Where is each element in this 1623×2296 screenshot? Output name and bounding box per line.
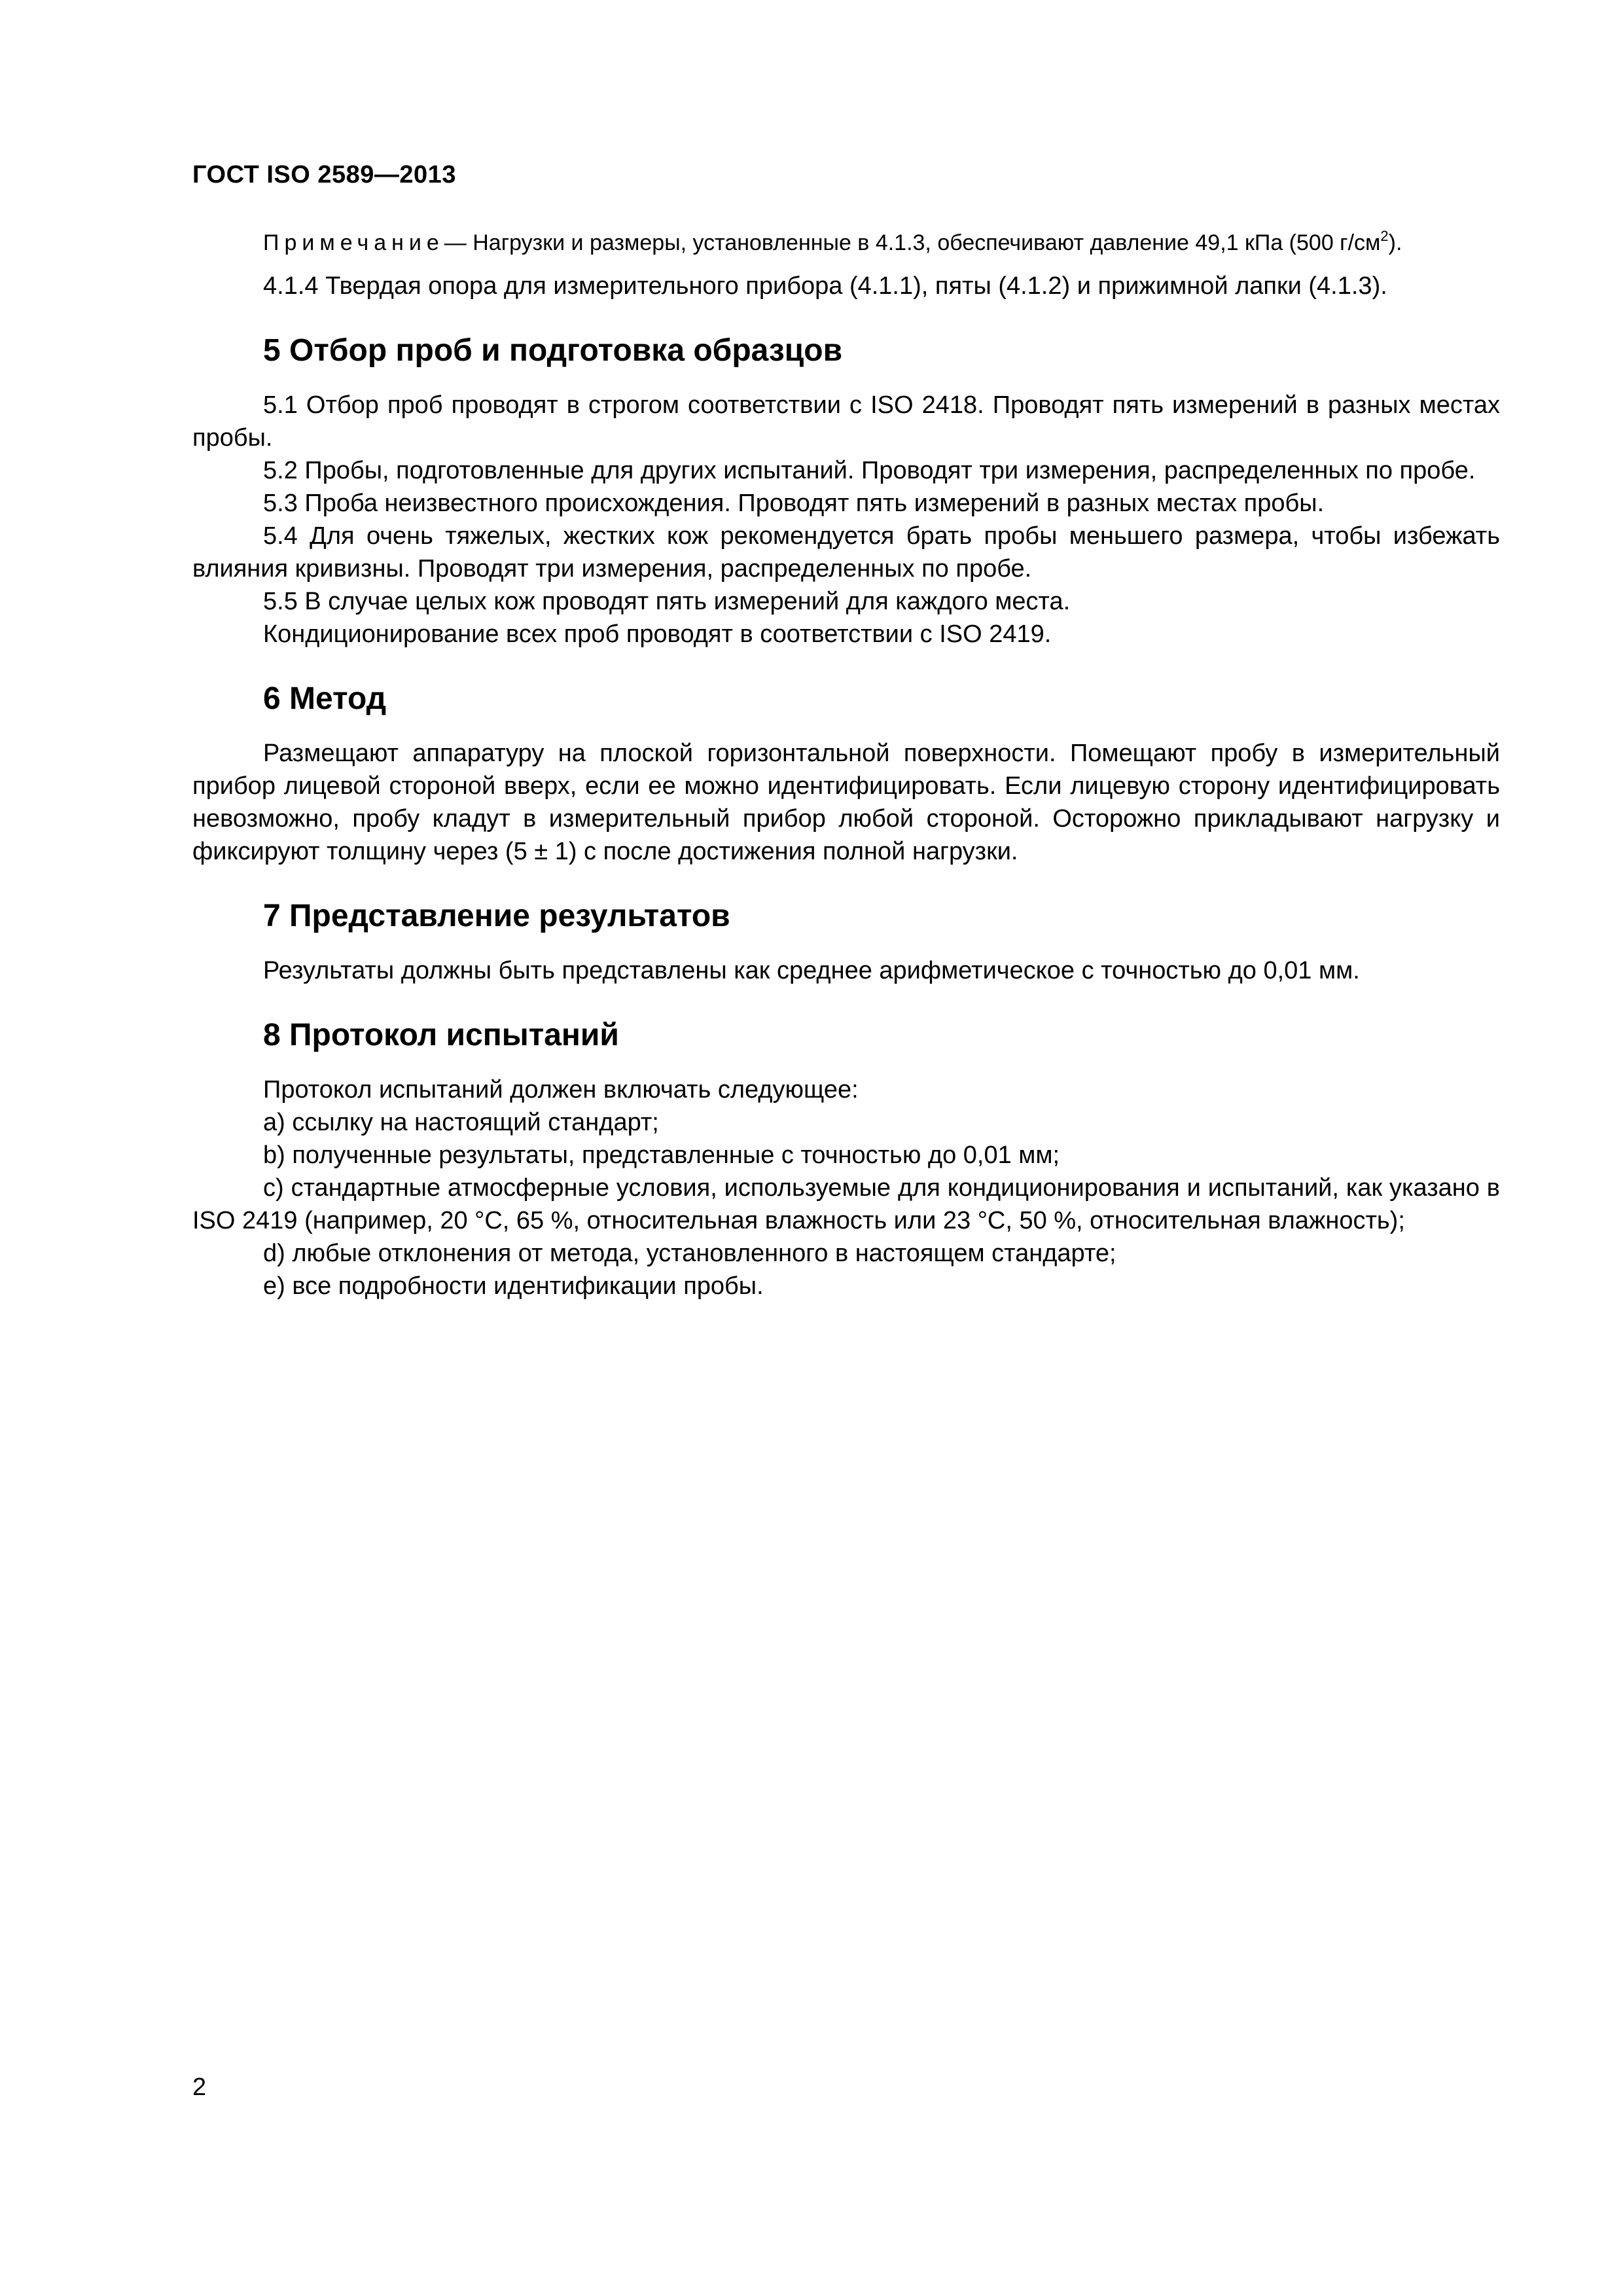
list-item-a: a) ссылку на настоящий стандарт; <box>263 1109 659 1136</box>
paragraph-protocol-intro: Протокол испытаний должен включать следующее: <box>263 1076 859 1103</box>
list-item-d: d) любые отклонения от метода, установленного в настоящем стандарте; <box>263 1240 1116 1267</box>
list-item-b: b) полученные результаты, представленные с точностью до 0,01 мм; <box>263 1141 1060 1169</box>
paragraph-5-2: 5.2 Пробы, подготовленные для других испытаний. Проводят три измерения, распределенных по пробе. <box>263 457 1476 484</box>
note-paragraph <box>192 228 1500 258</box>
list-item-e: e) все подробности идентификации пробы. <box>263 1272 764 1300</box>
page-header: ГОСТ ISO 2589—2013 <box>192 161 456 188</box>
paragraph-conditioning: Кондиционирование всех проб проводят в соответствии с ISO 2419. <box>263 620 1052 648</box>
paragraph-5-1: 5.1 Отбор проб проводят в строгом соответствии с ISO 2418. Проводят пять измерений в разных местах пробы. <box>192 391 1500 452</box>
paragraph-4-1-4: 4.1.4 Твердая опора для измерительного прибора (4.1.1), пяты (4.1.2) и прижимной лапки (4.1.3). <box>263 272 1387 300</box>
note-text: — Нагрузки и размеры, установленные в 4.1.3, обеспечивают давление 49,1 кПа (500 г/см <box>444 230 1381 255</box>
paragraph-method: Размещают аппаратуру на плоской горизонтальной поверхности. Помещают пробу в измерительный прибор лицевой стороной вверх, если ее можно идентифицировать. Если лицевую сторону идентифицировать невозможно, пробу кладут в измерительный прибор любой стороной. Осторожно прикладывают нагрузку и фиксируют толщину через (5 ± 1) с после достижения полной нагрузки. <box>192 740 1500 865</box>
paragraph-results: Результаты должны быть представлены как среднее арифметическое с точностью до 0,01 мм. <box>263 957 1360 984</box>
list-item-c: c) стандартные атмосферные условия, используемые для кондиционирования и испытаний, как указано в ISO 2419 (например, 20 °С, 65 %, относительная влажность или 23 °С, 50 %, относительная влажность); <box>192 1174 1500 1234</box>
section-6-heading: 6 Метод <box>263 681 387 716</box>
paragraph-5-3: 5.3 Проба неизвестного происхождения. Проводят пять измерений в разных местах пробы. <box>263 490 1325 517</box>
note-tail: ). <box>1388 230 1402 255</box>
section-7-heading: 7 Представление результатов <box>263 899 730 933</box>
paragraph-5-4: 5.4 Для очень тяжелых, жестких кож рекомендуется брать пробы меньшего размера, чтобы избежать влияния кривизны. Проводят три измерения, распределенных по пробе. <box>192 522 1500 583</box>
note-lead: Примечание <box>263 230 444 255</box>
paragraph-5-5: 5.5 В случае целых кож проводят пять измерений для каждого места. <box>263 588 1071 615</box>
section-8-heading: 8 Протокол испытаний <box>263 1018 619 1052</box>
document-body <box>192 228 1500 1302</box>
page-number: 2 <box>192 2073 207 2101</box>
note-superscript: 2 <box>1380 228 1389 244</box>
section-5-heading: 5 Отбор проб и подготовка образцов <box>263 333 843 368</box>
